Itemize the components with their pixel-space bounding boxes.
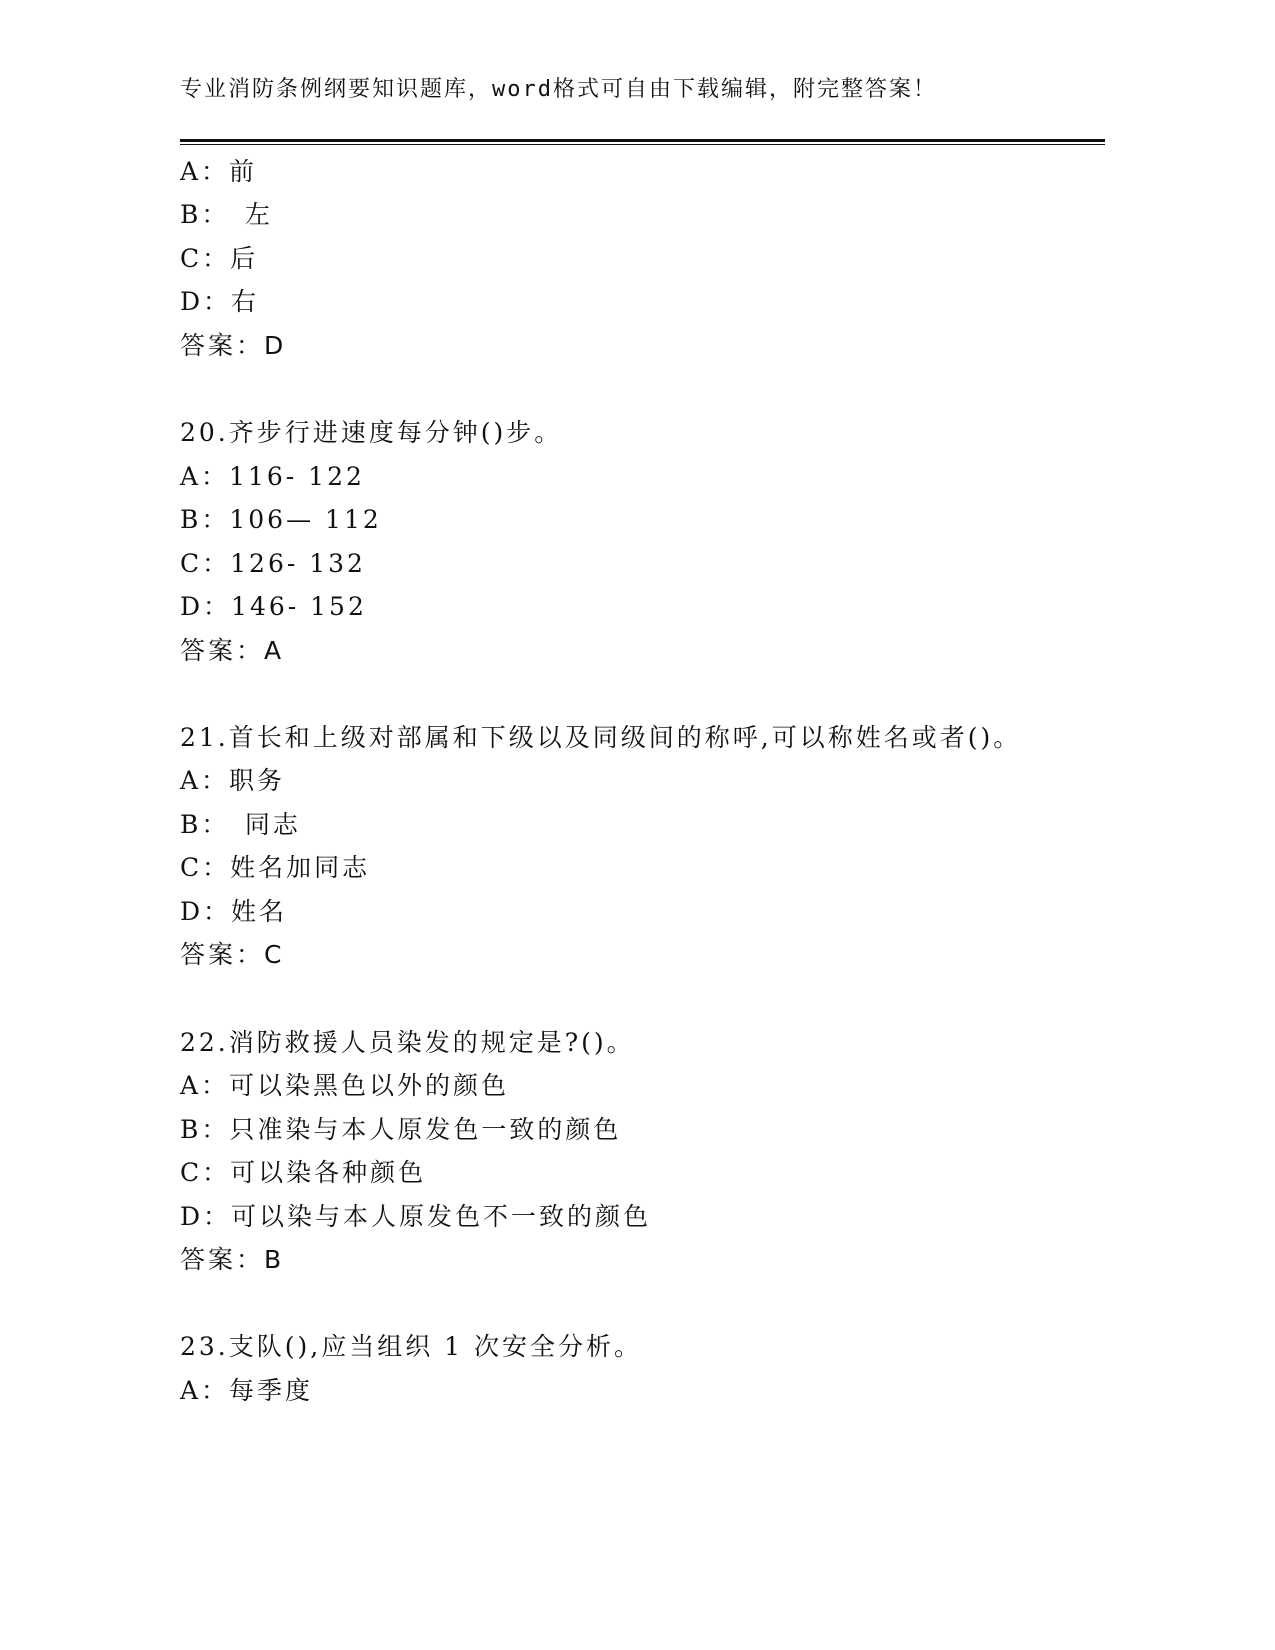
q21-option-d: D：姓名 bbox=[180, 897, 288, 926]
header-rule-thin bbox=[180, 144, 1105, 145]
q21-option-c: C：姓名加同志 bbox=[180, 853, 371, 882]
q22-option-d: D：可以染与本人原发色不一致的颜色 bbox=[180, 1202, 652, 1231]
q22-answer: 答案：B bbox=[180, 1245, 285, 1274]
q21-option-a: A：职务 bbox=[180, 766, 286, 795]
q19-option-a: A：前 bbox=[180, 157, 258, 186]
document-header: 专业消防条例纲要知识题库，word格式可自由下载编辑，附完整答案！ bbox=[180, 77, 937, 102]
q22-question: 22.消防救援人员染发的规定是?()。 bbox=[180, 1028, 635, 1057]
q19-option-b: B： 左 bbox=[180, 200, 273, 229]
q20-option-a: A：116- 122 bbox=[180, 462, 365, 491]
q23-option-a: A：每季度 bbox=[180, 1376, 314, 1405]
q19-answer: 答案：D bbox=[180, 331, 287, 360]
q23-question: 23.支队(),应当组织 1 次安全分析。 bbox=[180, 1332, 643, 1361]
q20-option-c: C：126- 132 bbox=[180, 549, 366, 578]
header-rule-thick bbox=[180, 139, 1105, 142]
q20-option-d: D：146- 152 bbox=[180, 592, 367, 621]
q21-answer: 答案：C bbox=[180, 940, 285, 969]
q21-option-b: B： 同志 bbox=[180, 810, 301, 839]
q22-option-b: B：只准染与本人原发色一致的颜色 bbox=[180, 1115, 622, 1144]
q20-option-b: B：106— 112 bbox=[180, 505, 382, 534]
q22-option-a: A：可以染黑色以外的颜色 bbox=[180, 1071, 510, 1100]
q20-question: 20.齐步行进速度每分钟()步。 bbox=[180, 418, 563, 447]
q20-answer: 答案：A bbox=[180, 636, 285, 665]
q21-question: 21.首长和上级对部属和下级以及同级间的称呼,可以称姓名或者()。 bbox=[180, 723, 1022, 752]
q19-option-c: C：后 bbox=[180, 244, 259, 273]
q19-option-d: D：右 bbox=[180, 287, 260, 316]
q22-option-c: C：可以染各种颜色 bbox=[180, 1158, 427, 1187]
